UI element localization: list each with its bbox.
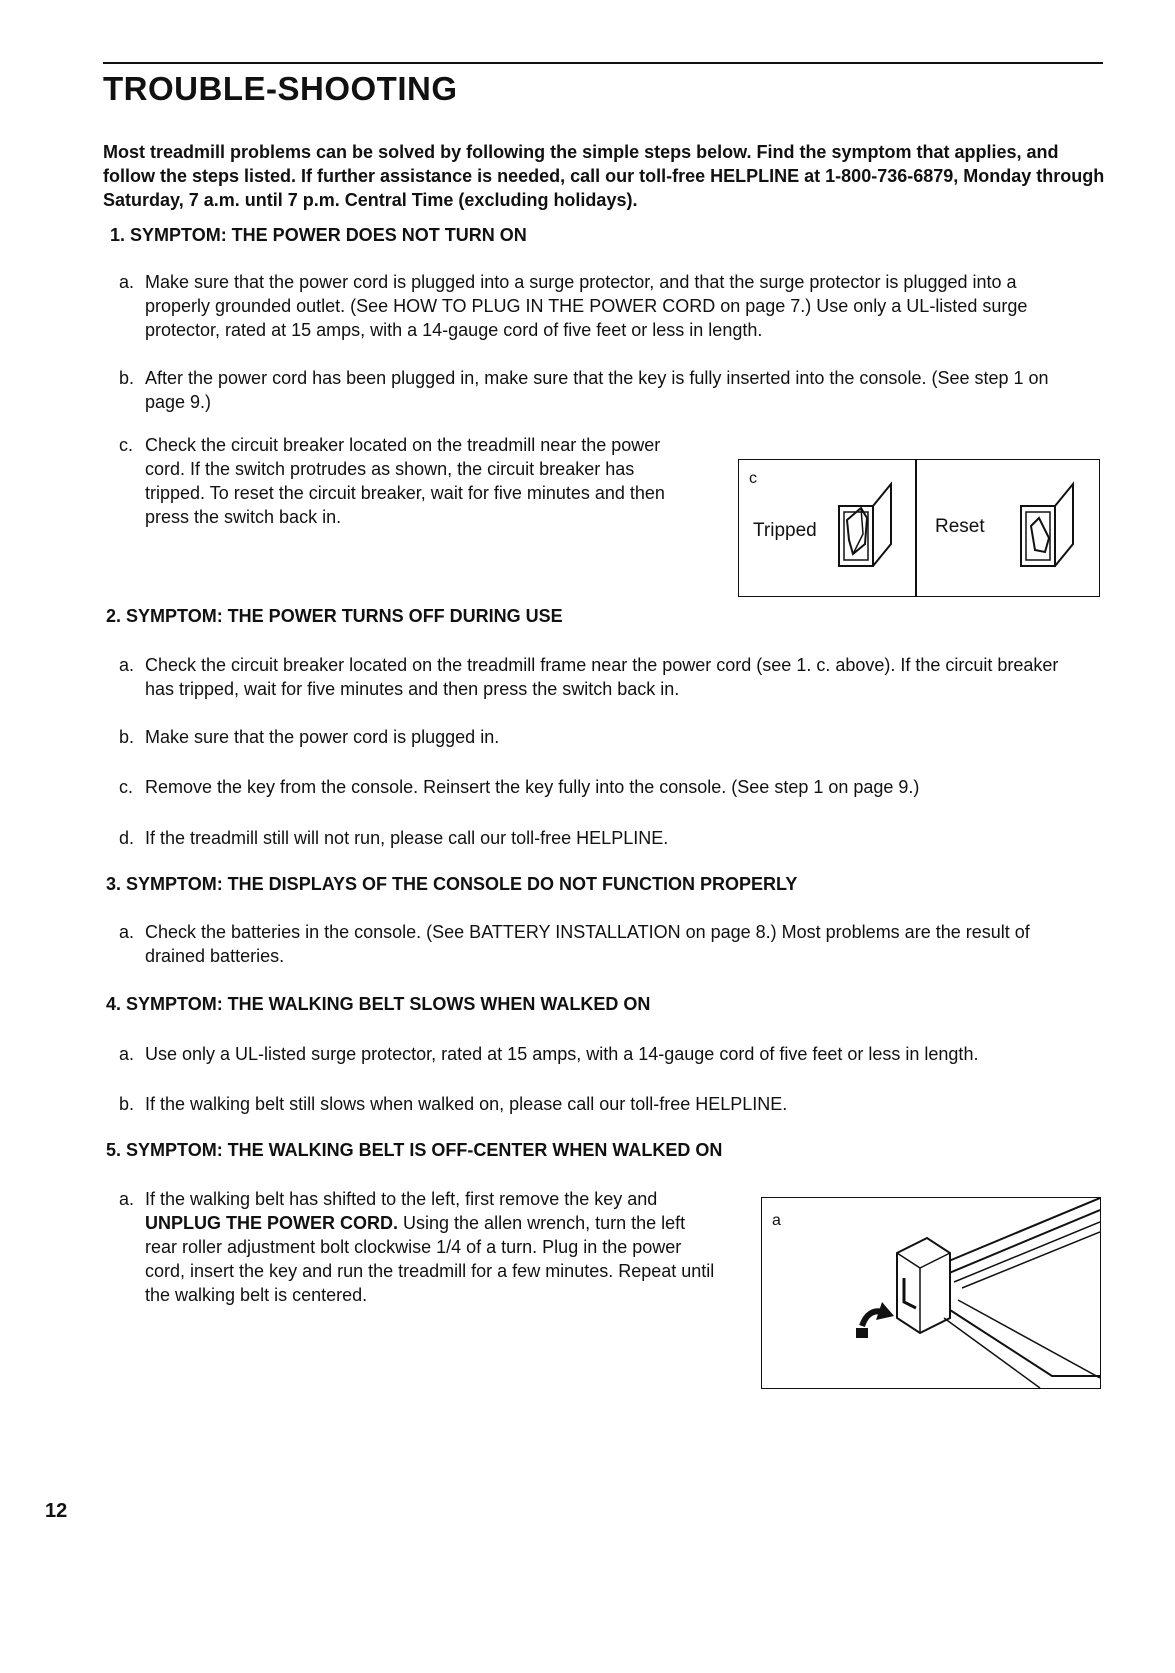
belt-adjustment-figure (761, 1197, 1101, 1389)
figure-letter-a: a (772, 1212, 781, 1229)
symptom-4-step-a (119, 1042, 1075, 1066)
step-label: d. (119, 828, 135, 848)
symptom-2-step-a (119, 653, 1075, 701)
step-label: a. (119, 655, 135, 675)
step-label: b. (119, 368, 135, 388)
step-text-before: If the walking belt has shifted to the left, first remove the key and (145, 1189, 658, 1209)
symptom-5-step-a (119, 1187, 715, 1307)
reset-switch-icon (1017, 478, 1079, 578)
symptom-3-heading: 3. SYMPTOM: THE DISPLAYS OF THE CONSOLE DO NOT FUNCTION PROPERLY (106, 874, 798, 894)
step-text: Make sure that the power cord is plugged into a surge protector, and that the surge protector is plugged into a properly grounded outlet. (See HOW TO PLUG IN THE POWER CORD on page 7.) Use only a UL-listed surge protector, rated at 15 amps, with a 14-gauge cord of five feet or less in length. (145, 272, 1028, 340)
tripped-switch-icon (835, 478, 897, 578)
treadmill-roller-illustration (762, 1198, 1100, 1388)
reset-label: Reset (935, 516, 985, 537)
symptom-2-heading: 2. SYMPTOM: THE POWER TURNS OFF DURING USE (106, 606, 563, 626)
symptom-3-step-a (119, 920, 1075, 968)
tripped-label: Tripped (753, 520, 817, 541)
step-text: Make sure that the power cord is plugged in. (145, 727, 500, 747)
step-text: Use only a UL-listed surge protector, rated at 15 amps, with a 14-gauge cord of five feet or less in length. (145, 1044, 979, 1064)
symptom-4-heading: 4. SYMPTOM: THE WALKING BELT SLOWS WHEN WALKED ON (106, 994, 651, 1014)
symptom-2-step-b (119, 725, 1075, 749)
figure-divider (915, 460, 917, 596)
symptom-1-heading: 1. SYMPTOM: THE POWER DOES NOT TURN ON (110, 225, 527, 245)
symptom-4-step-b (119, 1092, 1075, 1116)
symptom-1-step-a (119, 270, 1060, 342)
step-label: a. (119, 1044, 135, 1064)
symptom-5-heading: 5. SYMPTOM: THE WALKING BELT IS OFF-CENTER WHEN WALKED ON (106, 1140, 723, 1160)
page-number: 12 (45, 1500, 68, 1522)
step-label: b. (119, 1094, 135, 1114)
symptom-2-step-c (119, 775, 1075, 799)
step-label: b. (119, 727, 135, 747)
symptom-1-step-c (119, 433, 675, 529)
step-text: Check the circuit breaker located on the treadmill near the power cord. If the switch protrudes as shown, the circuit breaker has tripped. To reset the circuit breaker, wait for five minutes and then press the switch back in. (145, 435, 665, 527)
step-label: a. (119, 1189, 135, 1209)
step-text: If the walking belt still slows when walked on, please call our toll-free HELPLINE. (145, 1094, 788, 1114)
circuit-breaker-figure (738, 459, 1100, 597)
step-text: After the power cord has been plugged in, make sure that the key is fully inserted into the console. (See step 1 on page 9.) (145, 368, 1049, 412)
symptom-2-step-d (119, 826, 1075, 850)
symptom-1-step-b (119, 366, 1060, 414)
step-text: Remove the key from the console. Reinsert the key fully into the console. (See step 1 on page 9.) (145, 777, 920, 797)
step-text: Check the batteries in the console. (See BATTERY INSTALLATION on page 8.) Most problems are the result of drained batteries. (145, 922, 1030, 966)
step-text-after: Using the allen wrench, turn the left rear roller adjustment bolt clockwise 1/4 of a turn. Plug in the power cord, insert the key and run the treadmill for a few minutes. Repeat until the walking belt is centered. (145, 1213, 715, 1305)
intro-paragraph: Most treadmill problems can be solved by following the simple steps below. Find the symptom that applies, and follow the steps listed. If further assistance is needed, call our toll-free HELPLINE at 1-800-736-6879, Monday through Saturday, 7 a.m. until 7 p.m. Central Time (excluding holidays). (103, 142, 1105, 210)
page-title: TROUBLE-SHOOTING (103, 70, 458, 107)
header-rule (103, 62, 1103, 64)
step-label: c. (119, 435, 134, 455)
unplug-warning: UNPLUG THE POWER CORD. (145, 1213, 399, 1233)
step-text: Check the circuit breaker located on the treadmill frame near the power cord (see 1. c. above). If the circuit breaker has tripped, wait for five minutes and then press the switch back in. (145, 655, 1059, 699)
step-text: If the treadmill still will not run, please call our toll-free HELPLINE. (145, 828, 669, 848)
figure-letter-c: c (749, 470, 757, 487)
step-label: c. (119, 777, 134, 797)
step-label: a. (119, 272, 135, 292)
step-label: a. (119, 922, 135, 942)
